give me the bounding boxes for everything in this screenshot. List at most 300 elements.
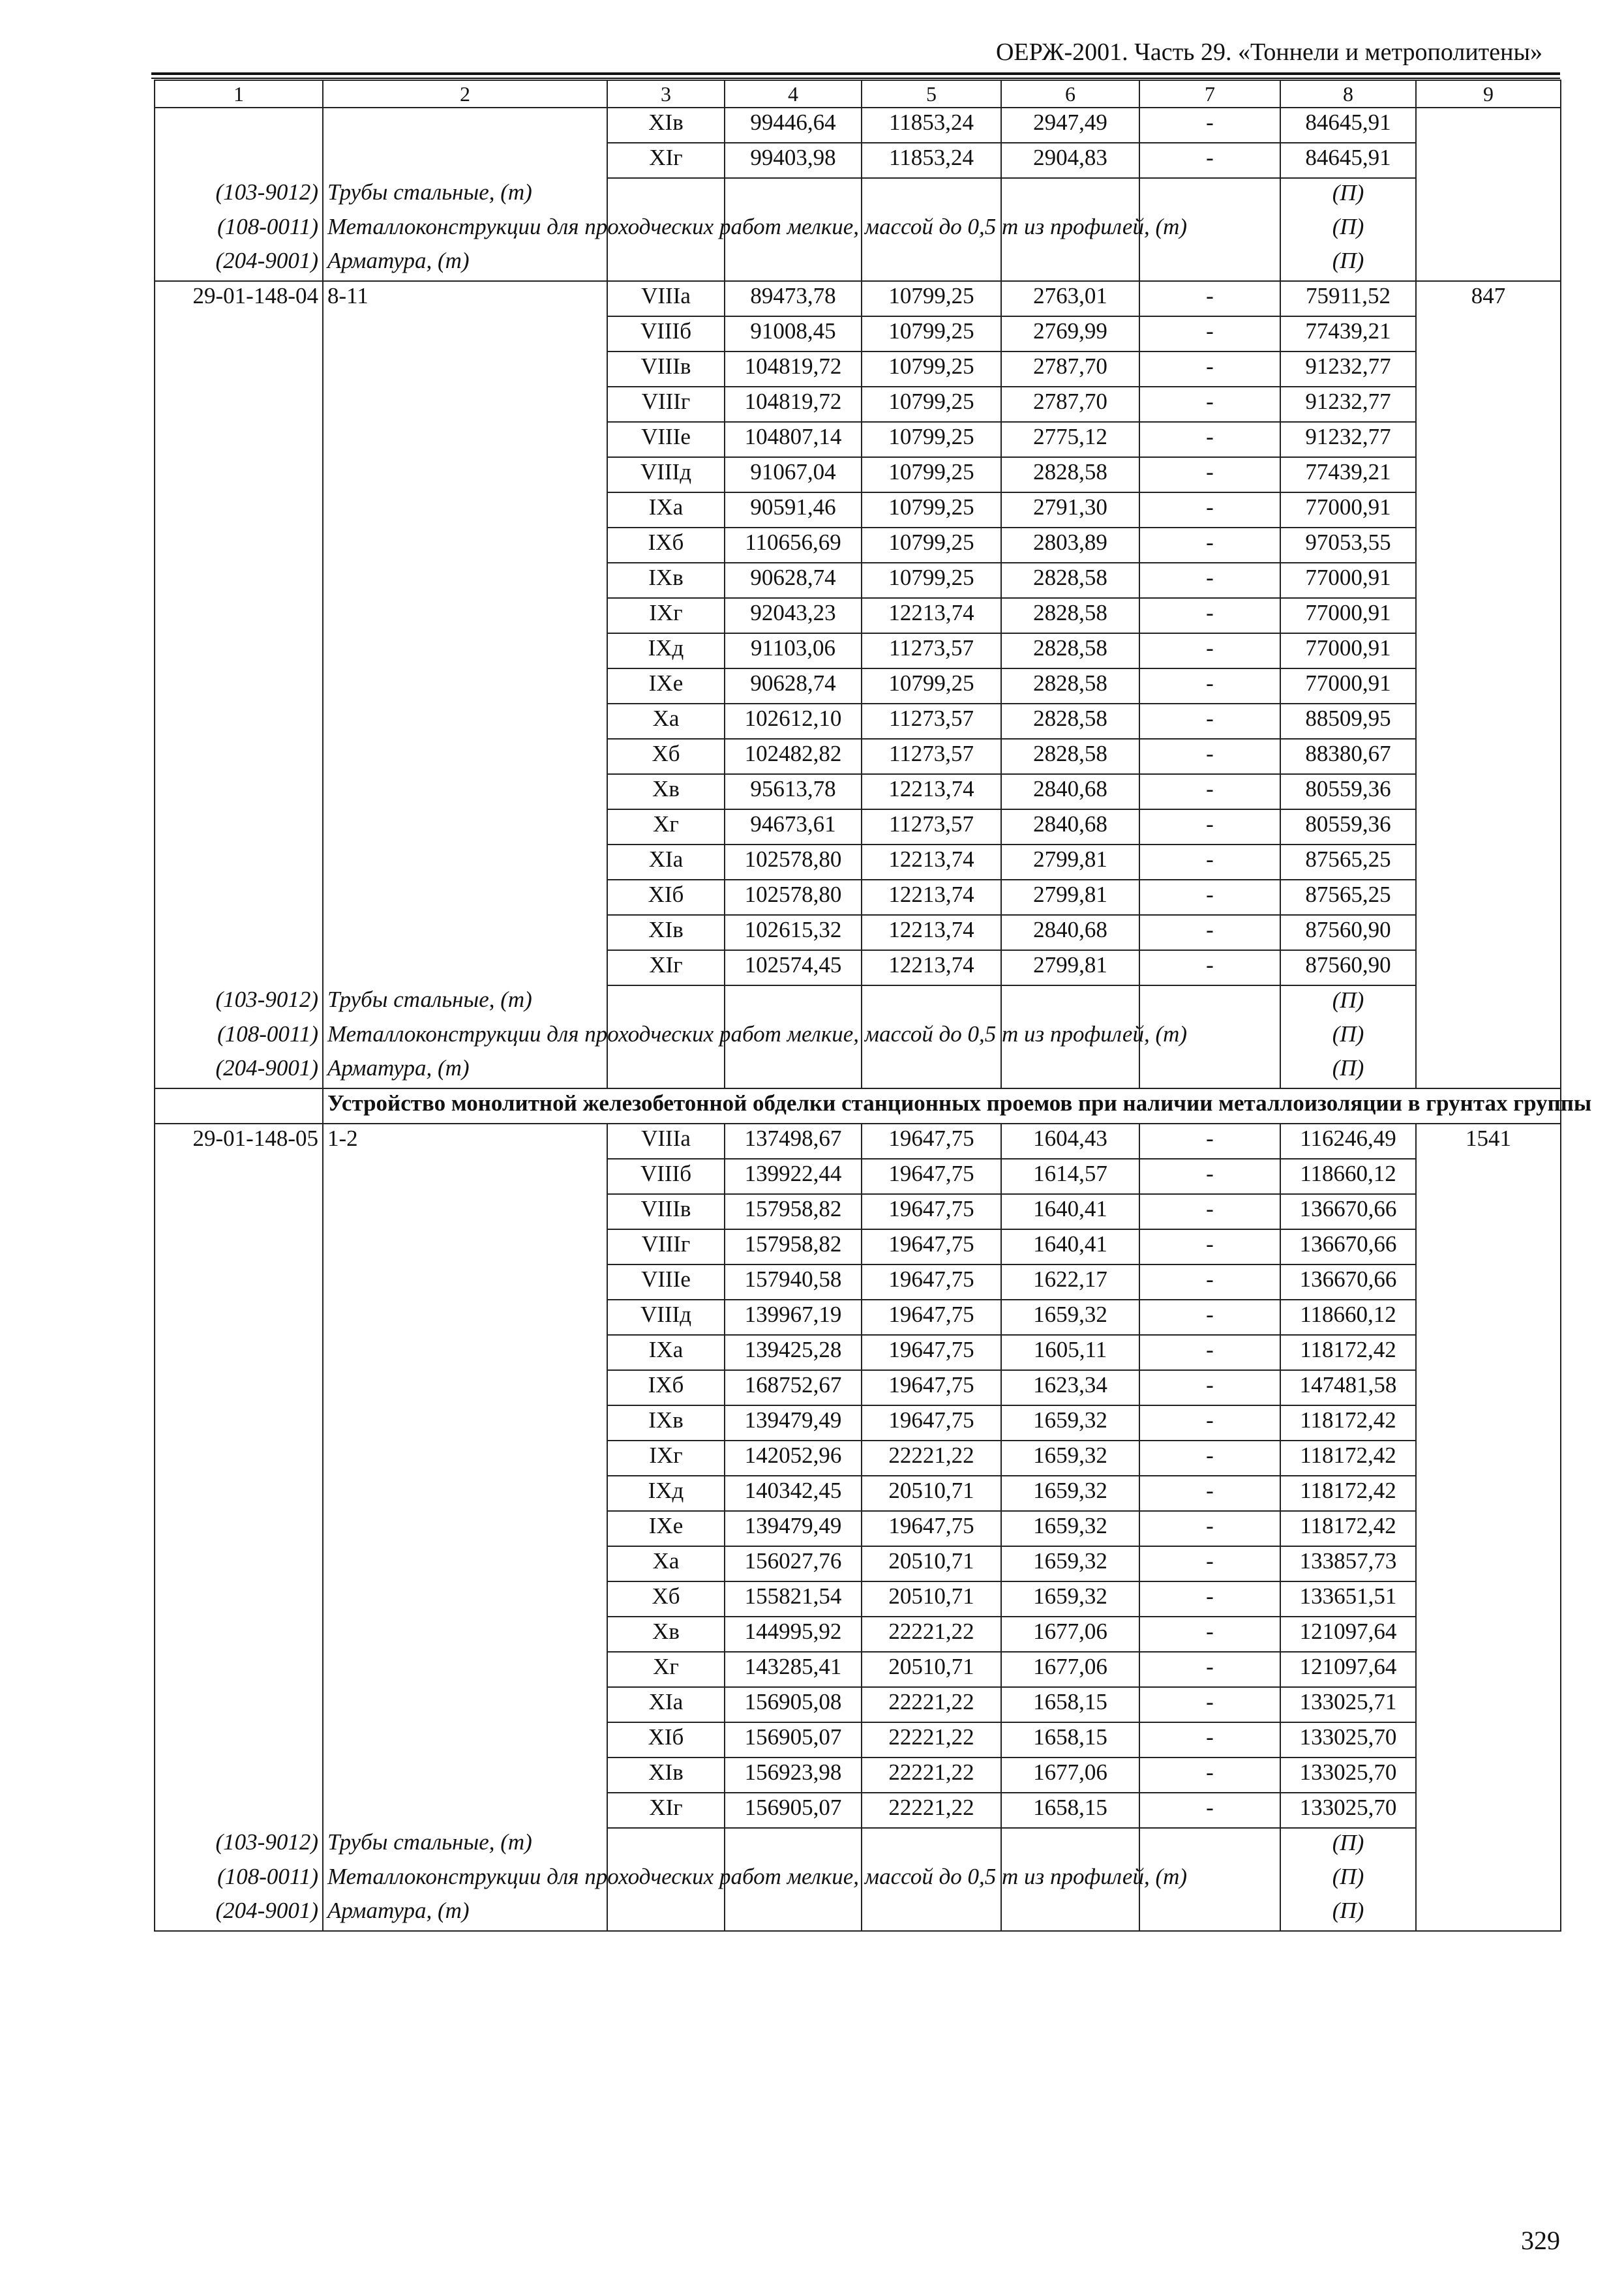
range-cell	[323, 1405, 607, 1441]
value-cell: 2840,68	[1001, 774, 1139, 809]
empty-cell	[1001, 1054, 1139, 1088]
value-cell: -	[1139, 633, 1280, 668]
soil-category-cell: Xв	[607, 774, 725, 809]
total-cell	[1416, 1300, 1561, 1335]
range-cell	[323, 316, 607, 352]
resource-name: Металлоконструкции для проходческих работ мелкие, массой до 0,5 т из профилей, (т)	[323, 213, 607, 247]
soil-category-cell: Xа	[607, 704, 725, 739]
total-cell	[1416, 1476, 1561, 1511]
value-cell: 102574,45	[725, 950, 862, 985]
soil-category-cell: VIIIв	[607, 1194, 725, 1229]
table-row	[155, 880, 1561, 915]
resource-code: (108-0011)	[155, 1020, 323, 1054]
value-cell: 19647,75	[862, 1194, 1001, 1229]
empty-cell	[862, 247, 1001, 281]
rate-code-cell	[155, 1652, 323, 1687]
total-cell	[1416, 1617, 1561, 1652]
value-cell: 11273,57	[862, 739, 1001, 774]
resource-name: Трубы стальные, (т)	[323, 985, 607, 1020]
value-cell: 2791,30	[1001, 492, 1139, 528]
range-cell	[323, 1581, 607, 1617]
value-cell: 19647,75	[862, 1264, 1001, 1300]
empty-cell	[725, 247, 862, 281]
soil-category-cell: VIIIа	[607, 281, 725, 316]
total-cell	[1416, 422, 1561, 457]
rate-code-cell	[155, 668, 323, 704]
soil-category-cell: Xб	[607, 1581, 725, 1617]
value-cell: 1677,06	[1001, 1617, 1139, 1652]
range-cell	[323, 950, 607, 985]
value-cell: -	[1139, 1194, 1280, 1229]
rate-code-cell	[155, 1722, 323, 1758]
soil-category-cell: Xб	[607, 739, 725, 774]
value-cell: 11273,57	[862, 633, 1001, 668]
value-cell: -	[1139, 809, 1280, 845]
range-cell	[323, 774, 607, 809]
value-cell: -	[1139, 1617, 1280, 1652]
rate-code-cell	[155, 387, 323, 422]
table-row	[155, 704, 1561, 739]
value-cell: 87565,25	[1280, 845, 1416, 880]
total-cell: 1541	[1416, 1124, 1561, 1159]
value-cell: 136670,66	[1280, 1264, 1416, 1300]
value-cell: 19647,75	[862, 1335, 1001, 1370]
value-cell: 20510,71	[862, 1652, 1001, 1687]
range-cell	[323, 1617, 607, 1652]
empty-cell	[862, 1828, 1001, 1863]
soil-category-cell: XIв	[607, 915, 725, 950]
range-cell	[323, 1652, 607, 1687]
range-cell	[323, 1511, 607, 1546]
value-cell: -	[1139, 422, 1280, 457]
total-cell	[1416, 1370, 1561, 1405]
value-cell: 19647,75	[862, 1300, 1001, 1335]
empty-cell	[1139, 985, 1280, 1020]
value-cell: 22221,22	[862, 1793, 1001, 1828]
table-row	[155, 1300, 1561, 1335]
value-cell: 133857,73	[1280, 1546, 1416, 1581]
resource-row	[155, 1828, 1561, 1863]
rate-code-cell	[155, 1617, 323, 1652]
value-cell: -	[1139, 1264, 1280, 1300]
table-row	[155, 1722, 1561, 1758]
value-cell: -	[1139, 668, 1280, 704]
total-cell	[1416, 1194, 1561, 1229]
page-header-title: ОЕРЖ-2001. Часть 29. «Тоннели и метрополитены»	[995, 38, 1542, 66]
column-number: 6	[1001, 80, 1139, 108]
value-cell: -	[1139, 1335, 1280, 1370]
value-cell: 1659,32	[1001, 1511, 1139, 1546]
value-cell: 156905,08	[725, 1687, 862, 1722]
resource-mark: (П)	[1280, 1828, 1416, 1863]
soil-category-cell: IXа	[607, 492, 725, 528]
value-cell: 133025,70	[1280, 1722, 1416, 1758]
soil-category-cell: Xг	[607, 809, 725, 845]
value-cell: 22221,22	[862, 1722, 1001, 1758]
resource-mark: (П)	[1280, 985, 1416, 1020]
resource-name: Металлоконструкции для проходческих работ мелкие, массой до 0,5 т из профилей, (т)	[323, 1020, 607, 1054]
value-cell: -	[1139, 845, 1280, 880]
soil-category-cell: IXв	[607, 1405, 725, 1441]
empty-cell	[725, 1828, 862, 1863]
range-cell	[323, 880, 607, 915]
empty-cell	[1416, 1863, 1561, 1896]
table-row	[155, 143, 1561, 178]
rate-code-cell	[155, 880, 323, 915]
rate-code-cell	[155, 108, 323, 143]
value-cell: 137498,67	[725, 1124, 862, 1159]
soil-category-cell: IXа	[607, 1335, 725, 1370]
empty-cell	[725, 1896, 862, 1931]
value-cell: 19647,75	[862, 1124, 1001, 1159]
value-cell: 2828,58	[1001, 739, 1139, 774]
value-cell: 91232,77	[1280, 387, 1416, 422]
range-cell	[323, 1159, 607, 1194]
total-cell	[1416, 809, 1561, 845]
total-cell	[1416, 492, 1561, 528]
value-cell: 91103,06	[725, 633, 862, 668]
soil-category-cell: XIа	[607, 845, 725, 880]
total-cell	[1416, 1511, 1561, 1546]
value-cell: -	[1139, 528, 1280, 563]
total-cell	[1416, 1758, 1561, 1793]
rate-code-cell	[155, 1687, 323, 1722]
total-cell	[1416, 774, 1561, 809]
empty-cell	[1001, 1896, 1139, 1931]
value-cell: 157940,58	[725, 1264, 862, 1300]
empty-cell	[1416, 1020, 1561, 1054]
rate-code-cell	[155, 1511, 323, 1546]
value-cell: 121097,64	[1280, 1617, 1416, 1652]
total-cell	[1416, 316, 1561, 352]
soil-category-cell: IXб	[607, 528, 725, 563]
value-cell: 118172,42	[1280, 1441, 1416, 1476]
rate-code-cell	[155, 316, 323, 352]
value-cell: -	[1139, 774, 1280, 809]
range-cell	[323, 143, 607, 178]
column-number: 7	[1139, 80, 1280, 108]
value-cell: 2803,89	[1001, 528, 1139, 563]
total-cell	[1416, 1581, 1561, 1617]
soil-category-cell: IXг	[607, 598, 725, 633]
table-row	[155, 457, 1561, 492]
range-cell	[323, 598, 607, 633]
empty-cell	[1139, 1828, 1280, 1863]
value-cell: 144995,92	[725, 1617, 862, 1652]
value-cell: 2840,68	[1001, 809, 1139, 845]
column-number: 5	[862, 80, 1001, 108]
value-cell: 87560,90	[1280, 950, 1416, 985]
soil-category-cell: VIIIд	[607, 457, 725, 492]
value-cell: -	[1139, 1300, 1280, 1335]
range-cell	[323, 845, 607, 880]
table-row	[155, 950, 1561, 985]
table-row	[155, 563, 1561, 598]
value-cell: 1605,11	[1001, 1335, 1139, 1370]
rate-code-cell	[155, 1405, 323, 1441]
value-cell: 11273,57	[862, 809, 1001, 845]
empty-cell	[1139, 247, 1280, 281]
header-rule-thin	[151, 78, 1560, 79]
total-cell	[1416, 950, 1561, 985]
range-cell	[323, 1687, 607, 1722]
value-cell: 10799,25	[862, 563, 1001, 598]
rate-code-cell	[155, 1194, 323, 1229]
value-cell: 10799,25	[862, 668, 1001, 704]
empty-cell	[607, 985, 725, 1020]
table-row	[155, 1159, 1561, 1194]
value-cell: 75911,52	[1280, 281, 1416, 316]
value-cell: 84645,91	[1280, 108, 1416, 143]
table-row	[155, 281, 1561, 316]
range-cell	[323, 739, 607, 774]
value-cell: 20510,71	[862, 1581, 1001, 1617]
empty-cell	[725, 985, 862, 1020]
resource-row	[155, 985, 1561, 1020]
value-cell: -	[1139, 1687, 1280, 1722]
resource-code: (204-9001)	[155, 1054, 323, 1088]
resource-name: Металлоконструкции для проходческих работ мелкие, массой до 0,5 т из профилей, (т)	[323, 1863, 607, 1896]
empty-cell	[607, 1054, 725, 1088]
table-row	[155, 845, 1561, 880]
empty-cell	[1416, 247, 1561, 281]
soil-category-cell: Xа	[607, 1546, 725, 1581]
resource-name: Арматура, (т)	[323, 1896, 607, 1931]
table-row	[155, 1194, 1561, 1229]
value-cell: 156905,07	[725, 1722, 862, 1758]
value-cell: -	[1139, 1405, 1280, 1441]
value-cell: 1658,15	[1001, 1722, 1139, 1758]
value-cell: 87560,90	[1280, 915, 1416, 950]
rates-table-body	[155, 80, 1592, 1931]
value-cell: 116246,49	[1280, 1124, 1416, 1159]
range-cell	[323, 1194, 607, 1229]
value-cell: 88380,67	[1280, 739, 1416, 774]
value-cell: 104819,72	[725, 387, 862, 422]
value-cell: 11273,57	[862, 704, 1001, 739]
value-cell: -	[1139, 1124, 1280, 1159]
resource-code: (103-9012)	[155, 178, 323, 213]
empty-cell	[1416, 213, 1561, 247]
value-cell: 1614,57	[1001, 1159, 1139, 1194]
rate-code-cell	[155, 1581, 323, 1617]
value-cell: 2775,12	[1001, 422, 1139, 457]
value-cell: -	[1139, 1652, 1280, 1687]
column-number: 2	[323, 80, 607, 108]
resource-code: (108-0011)	[155, 1863, 323, 1896]
resource-mark: (П)	[1280, 1054, 1416, 1088]
value-cell: 19647,75	[862, 1511, 1001, 1546]
total-cell	[1416, 598, 1561, 633]
resource-code: (108-0011)	[155, 213, 323, 247]
table-row	[155, 316, 1561, 352]
soil-category-cell: IXб	[607, 1370, 725, 1405]
table-row	[155, 108, 1561, 143]
value-cell: 102615,32	[725, 915, 862, 950]
value-cell: 133651,51	[1280, 1581, 1416, 1617]
soil-category-cell: Xг	[607, 1652, 725, 1687]
value-cell: 89473,78	[725, 281, 862, 316]
value-cell: 1677,06	[1001, 1758, 1139, 1793]
empty-cell	[1139, 178, 1280, 213]
table-row	[155, 1405, 1561, 1441]
range-cell	[323, 1370, 607, 1405]
rate-code-cell	[155, 1441, 323, 1476]
empty-cell	[1416, 985, 1561, 1020]
value-cell: 139479,49	[725, 1511, 862, 1546]
value-cell: 1622,17	[1001, 1264, 1139, 1300]
value-cell: 91008,45	[725, 316, 862, 352]
total-cell: 847	[1416, 281, 1561, 316]
rate-code-cell	[155, 143, 323, 178]
table-row	[155, 1370, 1561, 1405]
empty-cell	[1416, 1896, 1561, 1931]
table-row	[155, 1229, 1561, 1264]
soil-category-cell: IXг	[607, 1441, 725, 1476]
table-row	[155, 1335, 1561, 1370]
empty-cell	[1001, 247, 1139, 281]
rate-code-cell	[155, 739, 323, 774]
range-cell	[323, 1476, 607, 1511]
table-row	[155, 1687, 1561, 1722]
total-cell	[1416, 387, 1561, 422]
range-cell	[323, 1722, 607, 1758]
range-cell	[323, 633, 607, 668]
rate-code-cell	[155, 915, 323, 950]
value-cell: 139479,49	[725, 1405, 862, 1441]
rate-code-cell	[155, 704, 323, 739]
resource-row	[155, 1054, 1561, 1088]
value-cell: -	[1139, 739, 1280, 774]
empty-cell	[155, 1088, 323, 1124]
value-cell: -	[1139, 1581, 1280, 1617]
table-row	[155, 387, 1561, 422]
rate-code-cell	[155, 563, 323, 598]
value-cell: -	[1139, 143, 1280, 178]
rate-code-cell	[155, 1300, 323, 1335]
value-cell: 142052,96	[725, 1441, 862, 1476]
value-cell: -	[1139, 1758, 1280, 1793]
value-cell: 22221,22	[862, 1441, 1001, 1476]
value-cell: 99403,98	[725, 143, 862, 178]
value-cell: -	[1139, 1476, 1280, 1511]
value-cell: 121097,64	[1280, 1652, 1416, 1687]
value-cell: 80559,36	[1280, 774, 1416, 809]
value-cell: 87565,25	[1280, 880, 1416, 915]
empty-cell	[862, 1054, 1001, 1088]
resource-mark: (П)	[1280, 1863, 1416, 1896]
rate-code-cell	[155, 1264, 323, 1300]
value-cell: 157958,82	[725, 1194, 862, 1229]
value-cell: 102578,80	[725, 845, 862, 880]
value-cell: 88509,95	[1280, 704, 1416, 739]
empty-cell	[1001, 1828, 1139, 1863]
range-cell	[323, 457, 607, 492]
total-cell	[1416, 1335, 1561, 1370]
value-cell: -	[1139, 1793, 1280, 1828]
value-cell: 133025,70	[1280, 1758, 1416, 1793]
total-cell	[1416, 528, 1561, 563]
value-cell: 2828,58	[1001, 598, 1139, 633]
value-cell: 136670,66	[1280, 1229, 1416, 1264]
value-cell: 2763,01	[1001, 281, 1139, 316]
value-cell: 11853,24	[862, 108, 1001, 143]
resource-row	[155, 213, 1561, 247]
table-row	[155, 528, 1561, 563]
value-cell: 10799,25	[862, 352, 1001, 387]
value-cell: -	[1139, 316, 1280, 352]
table-row	[155, 598, 1561, 633]
value-cell: 84645,91	[1280, 143, 1416, 178]
rate-code-cell	[155, 352, 323, 387]
value-cell: 1659,32	[1001, 1476, 1139, 1511]
value-cell: 118172,42	[1280, 1335, 1416, 1370]
soil-category-cell: VIIIв	[607, 352, 725, 387]
value-cell: 2799,81	[1001, 880, 1139, 915]
value-cell: 1640,41	[1001, 1229, 1139, 1264]
value-cell: 2799,81	[1001, 950, 1139, 985]
value-cell: 19647,75	[862, 1159, 1001, 1194]
total-cell	[1416, 915, 1561, 950]
soil-category-cell: XIв	[607, 108, 725, 143]
value-cell: 19647,75	[862, 1229, 1001, 1264]
table-row	[155, 774, 1561, 809]
table-row	[155, 1546, 1561, 1581]
value-cell: 10799,25	[862, 492, 1001, 528]
total-cell	[1416, 1229, 1561, 1264]
value-cell: -	[1139, 1229, 1280, 1264]
soil-category-cell: XIа	[607, 1687, 725, 1722]
value-cell: 1659,32	[1001, 1441, 1139, 1476]
value-cell: 10799,25	[862, 457, 1001, 492]
rate-code-cell	[155, 1229, 323, 1264]
value-cell: 20510,71	[862, 1546, 1001, 1581]
section-row	[155, 1088, 1561, 1124]
empty-cell	[862, 985, 1001, 1020]
table-row	[155, 1264, 1561, 1300]
rate-code-cell: 29-01-148-04	[155, 281, 323, 316]
value-cell: 12213,74	[862, 915, 1001, 950]
value-cell: 22221,22	[862, 1687, 1001, 1722]
total-cell	[1416, 633, 1561, 668]
value-cell: 102482,82	[725, 739, 862, 774]
soil-category-cell: XIб	[607, 880, 725, 915]
empty-cell	[1139, 1054, 1280, 1088]
resource-name: Арматура, (т)	[323, 1054, 607, 1088]
column-number: 3	[607, 80, 725, 108]
value-cell: 1658,15	[1001, 1687, 1139, 1722]
value-cell: 168752,67	[725, 1370, 862, 1405]
value-cell: 91067,04	[725, 457, 862, 492]
range-cell	[323, 1441, 607, 1476]
value-cell: 156027,76	[725, 1546, 862, 1581]
value-cell: 10799,25	[862, 422, 1001, 457]
rate-code-cell	[155, 809, 323, 845]
value-cell: 22221,22	[862, 1758, 1001, 1793]
value-cell: 1658,15	[1001, 1793, 1139, 1828]
total-cell	[1416, 1264, 1561, 1300]
table-row	[155, 1652, 1561, 1687]
soil-category-cell: XIг	[607, 143, 725, 178]
soil-category-cell: VIIIб	[607, 316, 725, 352]
range-cell	[323, 915, 607, 950]
resource-name: Трубы стальные, (т)	[323, 178, 607, 213]
empty-cell	[725, 178, 862, 213]
rate-code-cell	[155, 1159, 323, 1194]
empty-cell	[862, 178, 1001, 213]
range-cell	[323, 422, 607, 457]
soil-category-cell: IXд	[607, 633, 725, 668]
